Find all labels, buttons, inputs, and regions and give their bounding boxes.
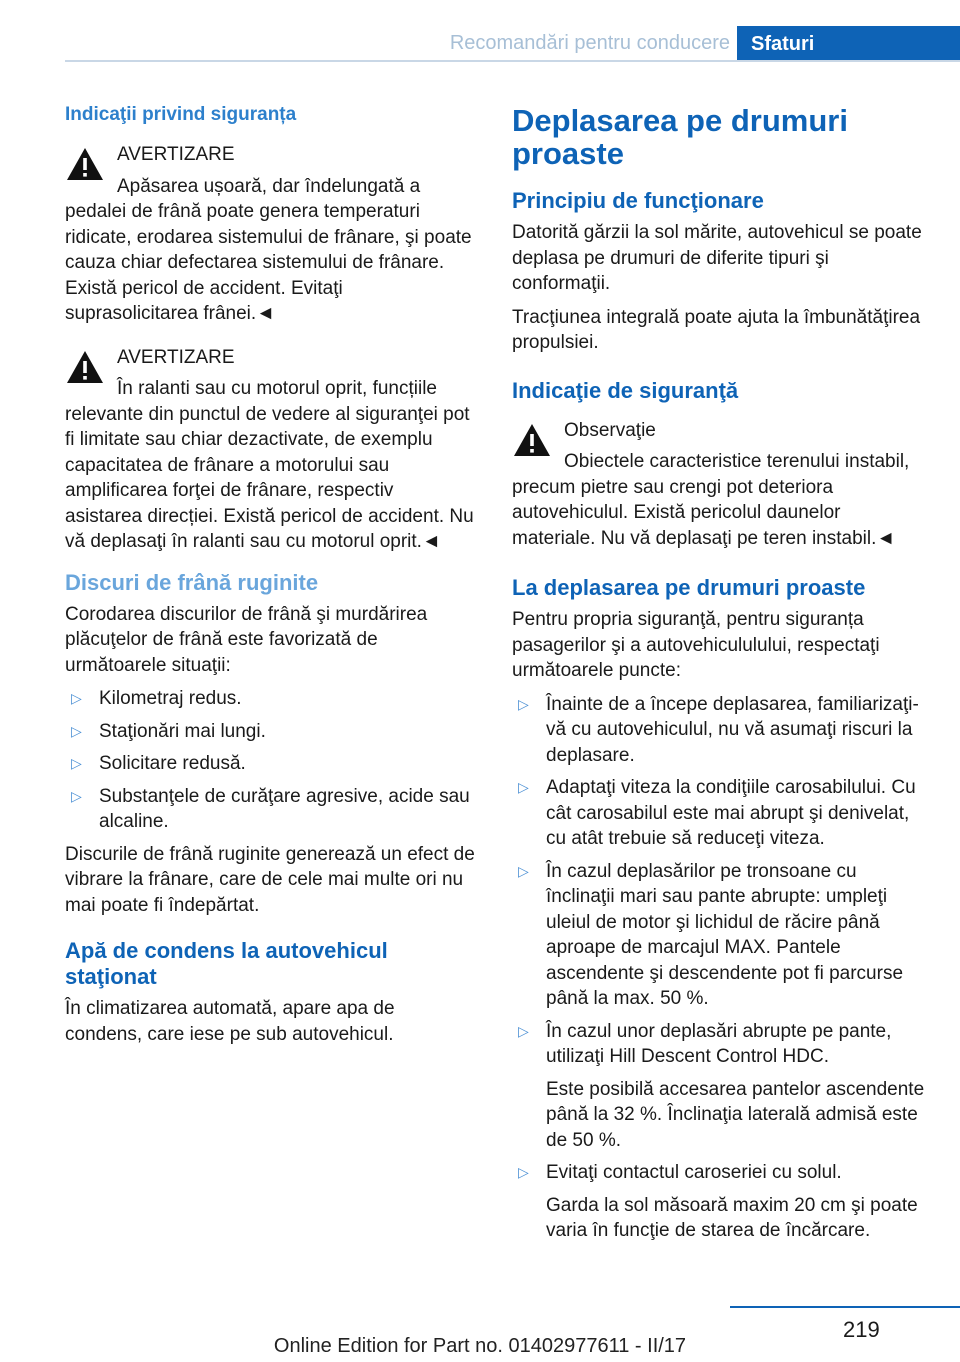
list-item: ▷ În cazul unor deplasări abrupte pe pante, utilizaţi Hill Descent Control HDC. Este posibilă accesarea pantelor ascendente până la 32 %. Înclinaţia laterală admisă este de 50 %. — [512, 1019, 928, 1154]
triangle-bullet-icon: ▷ — [71, 787, 82, 804]
warning-label: AVERTIZARE — [117, 346, 235, 368]
rust-list — [65, 686, 475, 835]
rough-list — [512, 692, 928, 1244]
header-tab: Sfaturi — [737, 26, 960, 62]
warning-text: În ralanti sau cu motorul oprit, funcțiile relevante din punctul de vedere al siguranţei pot fi limitate sau chiar dezactivate, de exemplu capacitatea de frânare a motorului sau amplificarea forţei de frânare, respectiv asistarea direcției. Există pericol de accident. Nu vă deplasaţi în ralanti sau cu motorul oprit.◄ — [65, 378, 474, 552]
warning-box-2 — [65, 345, 475, 555]
triangle-bullet-icon: ▷ — [518, 695, 529, 712]
right-safety-heading: Indicaţie de siguranţă — [512, 377, 739, 403]
warning-box-1 — [65, 142, 475, 327]
rust-outro: Discurile de frână ruginite generează un efect de vibrare la frânare, care de cele mai multe ori nu mai poate fi îndepărtat. — [65, 843, 475, 916]
condens-heading: Apă de condens la autovehicul staţionat — [65, 938, 388, 989]
triangle-bullet-icon: ▷ — [518, 779, 529, 795]
rough-heading: La deplasarea pe drumuri proaste — [512, 575, 866, 600]
list-item-note: Este posibilă accesarea pantelor ascendente până la 32 %. Înclinaţia laterală admisă este de 50 %. — [546, 1078, 925, 1151]
triangle-bullet-icon: ▷ — [71, 755, 82, 771]
warning-label: AVERTIZARE — [117, 144, 235, 165]
warning-icon — [512, 422, 552, 458]
list-item: ▷ Staţionări mai lungi. — [65, 719, 475, 745]
triangle-bullet-icon: ▷ — [518, 1022, 529, 1039]
right-column — [512, 100, 928, 1251]
list-item: ▷ Adaptaţi viteza la condiţiile carosabilului. Cu cât carosabilul este mai abrupt şi denivelat, cu atât trebuie să reduceţi viteza. — [518, 777, 916, 849]
note-box — [512, 418, 928, 552]
note-label: Observaţie — [564, 419, 656, 441]
principle-p2: Tracţiunea integrală poate ajuta la îmbunătăţirea propulsiei. — [512, 306, 921, 353]
list-item: ▷ Solicitare redusă. — [65, 751, 475, 777]
list-item: ▷ Evitaţi contactul caroseriei cu solul. Garda la sol măsoară maxim 20 cm şi poate varia în funcţie de starea de încărcare. — [512, 1160, 928, 1244]
rust-heading: Discuri de frână ruginite — [65, 569, 319, 595]
header-section-title: Recomandări pentru conducere — [449, 32, 730, 54]
condens-text: În climatizarea automată, apare apa de condens, care iese pe sub autovehicul. — [65, 998, 395, 1045]
footer-divider — [730, 1306, 960, 1308]
triangle-bullet-icon: ▷ — [71, 722, 82, 739]
rust-intro: Corodarea discurilor de frână şi murdărirea plăcuţelor de frână este favorizată de următoarele situaţii: — [65, 603, 428, 676]
left-safety-heading: Indicaţii privind siguranța — [65, 104, 297, 125]
warning-icon — [65, 146, 105, 182]
triangle-bullet-icon: ▷ — [71, 690, 82, 706]
note-text: Obiectele caracteristice terenului instabil, precum pietre sau crengi pot deteriora autovehiculul. Există pericolul daunelor materiale. Nu vă deplasaţi pe teren instabil.◄ — [512, 451, 910, 549]
list-item: ▷ Substanţele de curăţare agresive, acide sau alcaline. — [71, 785, 470, 832]
list-item: ▷ În cazul deplasărilor pe tronsoane cu înclinaţii mari sau pante abrupte: umpleţi uleiul de motor şi lichidul de răcire până aproape de marcajul MAX. Pantele ascendente şi descendente pot fi parcurse până la max. 50 %. — [518, 860, 904, 1009]
list-item-note: Garda la sol măsoară maxim 20 cm şi poate varia în funcţie de starea de încărcare. — [546, 1194, 918, 1241]
triangle-bullet-icon: ▷ — [518, 1164, 529, 1180]
rough-intro: Pentru propria siguranţă, pentru siguranța pasagerilor şi a autovehicululului, respectaţi următoarele puncte: — [512, 609, 880, 681]
triangle-bullet-icon: ▷ — [518, 862, 529, 879]
list-item: ▷ Kilometraj redus. — [65, 686, 475, 712]
warning-text: Apăsarea ușoară, dar îndelungată a pedalei de frână poate genera temperaturi ridicate, erodarea sistemului de frânare, şi poate cauza chiar defectarea sistemului de frânare. Există pericol de accident. Evitaţi suprasolicitarea frânei.◄ — [65, 175, 472, 324]
page-title: Deplasarea pe drumuri proaste — [512, 103, 848, 171]
footer-edition: Online Edition for Part no. 01402977611 - II/17 — [273, 1335, 687, 1357]
principle-p1: Datorită gărzii la sol mărite, autovehicul se poate deplasa pe drumuri de diferite tipuri şi conformaţii. — [512, 222, 922, 294]
principle-heading: Principiu de funcţionare — [512, 188, 764, 213]
left-column — [65, 100, 475, 1055]
warning-icon — [65, 349, 105, 385]
list-item: ▷ Înainte de a începe deplasarea, familiarizaţi-vă cu autovehiculul, nu vă asumaţi riscuri la deplasare. — [518, 693, 919, 766]
page-number: 219 — [843, 1317, 880, 1342]
header-divider — [65, 60, 960, 62]
